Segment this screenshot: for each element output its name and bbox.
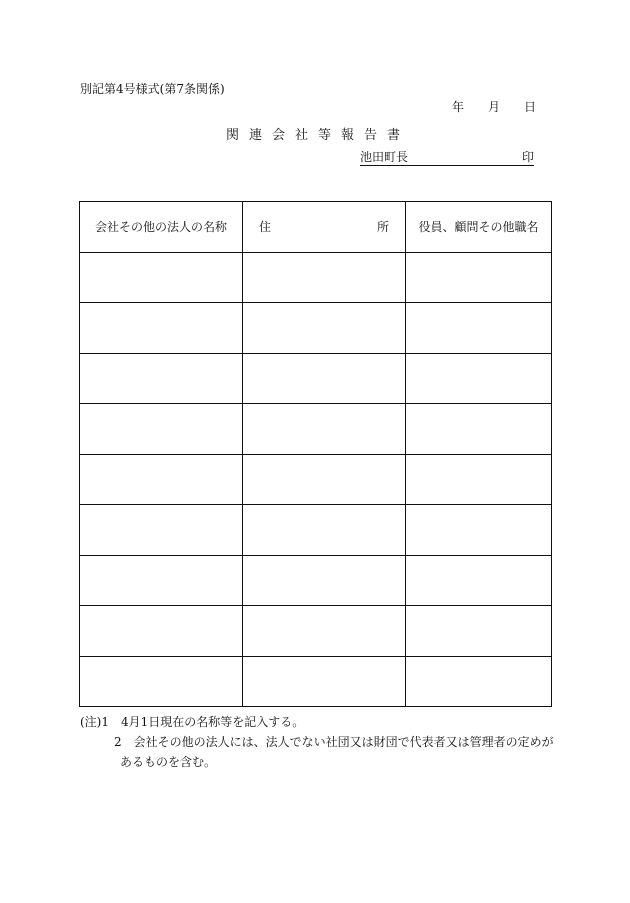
table-row (80, 303, 552, 354)
title-char: 等 (318, 128, 332, 143)
position-cell[interactable] (406, 606, 552, 657)
related-company-table (79, 201, 552, 707)
company-name-cell[interactable] (80, 606, 243, 657)
title-char: 関 (226, 128, 240, 143)
date-day-label: 日 (524, 100, 537, 114)
column-header-address-char: 所 (376, 220, 389, 235)
address-cell[interactable] (243, 404, 406, 455)
address-cell[interactable] (243, 454, 406, 505)
address-cell[interactable] (243, 555, 406, 606)
address-cell[interactable] (243, 353, 406, 404)
position-cell[interactable] (406, 252, 552, 303)
company-name-cell[interactable] (80, 252, 243, 303)
table-row (80, 606, 552, 657)
position-cell[interactable] (406, 454, 552, 505)
position-cell[interactable] (406, 555, 552, 606)
company-name-cell[interactable] (80, 555, 243, 606)
table-row (80, 656, 552, 707)
document-title (226, 124, 404, 143)
position-cell[interactable] (406, 404, 552, 455)
table-row (80, 454, 552, 505)
title-char: 社 (295, 128, 309, 143)
table-row (80, 555, 552, 606)
date-year-label: 年 (452, 100, 465, 114)
table-header-row (80, 202, 552, 253)
position-cell[interactable] (406, 656, 552, 707)
title-char: 告 (364, 128, 378, 143)
address-cell[interactable] (243, 656, 406, 707)
column-header-company-name: 会社その他の法人の名称 (80, 202, 243, 253)
position-cell[interactable] (406, 505, 552, 556)
address-cell[interactable] (243, 252, 406, 303)
title-char: 連 (249, 128, 263, 143)
address-cell[interactable] (243, 606, 406, 657)
column-header-address (243, 202, 406, 253)
company-name-cell[interactable] (80, 353, 243, 404)
address-cell[interactable] (243, 303, 406, 354)
addressee-name: 池田町長 (360, 150, 409, 164)
column-header-position: 役員、顧問その他職名 (406, 202, 552, 253)
date-month-label: 月 (488, 100, 501, 114)
company-name-cell[interactable] (80, 404, 243, 455)
date-field (452, 98, 537, 114)
position-cell[interactable] (406, 303, 552, 354)
addressee-line (360, 148, 534, 166)
seal-mark: 印 (521, 150, 534, 164)
position-cell[interactable] (406, 353, 552, 404)
address-cell[interactable] (243, 505, 406, 556)
form-identifier: 別記第4号様式(第7条関係) (80, 82, 225, 96)
note-2-continuation: あるものを含む。 (120, 755, 217, 769)
note-2: 2 会社その他の法人には、法人でない社団又は財団で代表者又は管理者の定めが (114, 735, 554, 749)
title-char: 報 (341, 128, 355, 143)
title-char: 書 (387, 128, 401, 143)
company-name-cell[interactable] (80, 303, 243, 354)
title-char: 会 (272, 128, 286, 143)
note-1: (注)1 4月1日現在の名称等を記入する。 (80, 715, 305, 729)
table-row (80, 404, 552, 455)
company-name-cell[interactable] (80, 656, 243, 707)
table-row (80, 505, 552, 556)
column-header-address-char: 住 (259, 220, 272, 235)
company-name-cell[interactable] (80, 505, 243, 556)
table-row (80, 252, 552, 303)
company-name-cell[interactable] (80, 454, 243, 505)
table-row (80, 353, 552, 404)
